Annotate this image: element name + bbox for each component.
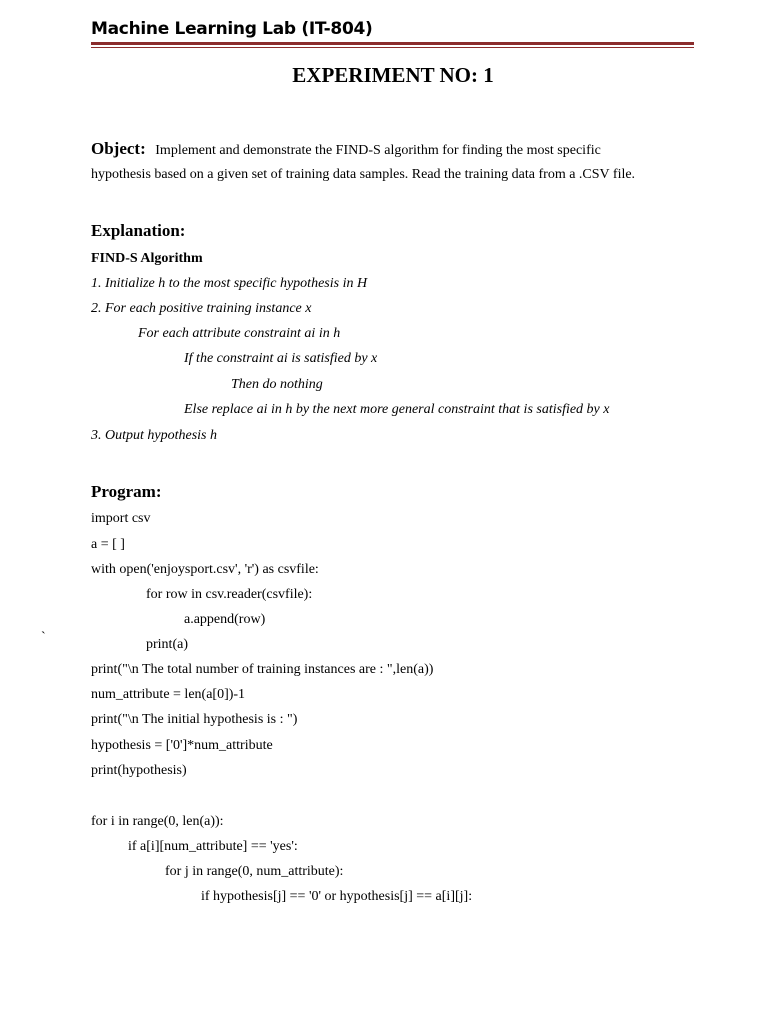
object-label: Object: — [91, 139, 146, 158]
algorithm-step: For each attribute constraint ai in h — [138, 326, 341, 341]
algorithm-title: FIND-S Algorithm — [91, 251, 203, 266]
stray-backtick-mark: ` — [41, 630, 46, 645]
code-line: num_attribute = len(a[0])-1 — [91, 687, 246, 702]
code-line: hypothesis = ['0']*num_attribute — [91, 738, 273, 753]
algorithm-step: 3. Output hypothesis h — [91, 428, 217, 443]
code-line: for i in range(0, len(a)): — [91, 814, 224, 829]
code-line: with open('enjoysport.csv', 'r') as csvfile: — [91, 562, 319, 577]
code-line: for row in csv.reader(csvfile): — [146, 587, 313, 602]
explanation-heading: Explanation: — [91, 221, 186, 240]
object-text-line-1: Implement and demonstrate the FIND-S algorithm for finding the most specific — [155, 143, 601, 158]
code-line: a.append(row) — [184, 612, 266, 627]
header-rule-thin — [91, 47, 694, 48]
code-line: print(a) — [146, 637, 188, 652]
experiment-title: EXPERIMENT NO: 1 — [292, 63, 494, 87]
code-line: for j in range(0, num_attribute): — [165, 864, 344, 879]
algorithm-step: If the constraint ai is satisfied by x — [184, 351, 378, 366]
algorithm-step: 1. Initialize h to the most specific hypothesis in H — [91, 276, 368, 291]
header-rule-thick — [91, 42, 694, 45]
code-line: a = [ ] — [91, 537, 125, 552]
code-line: print("\n The total number of training instances are : ",len(a)) — [91, 662, 434, 677]
algorithm-step: 2. For each positive training instance x — [91, 301, 312, 316]
code-line: if hypothesis[j] == '0' or hypothesis[j] == a[i][j]: — [201, 889, 473, 904]
code-line: if a[i][num_attribute] == 'yes': — [128, 839, 298, 854]
algorithm-step: Then do nothing — [231, 377, 323, 392]
code-line: print(hypothesis) — [91, 763, 187, 778]
program-heading: Program: — [91, 482, 162, 501]
code-line: print("\n The initial hypothesis is : ") — [91, 712, 298, 727]
algorithm-step: Else replace ai in h by the next more general constraint that is satisfied by x — [184, 402, 610, 417]
lab-header-title: Machine Learning Lab (IT-804) — [91, 19, 373, 39]
object-paragraph-line-1 — [91, 140, 601, 160]
object-text-line-2: hypothesis based on a given set of training data samples. Read the training data from a .CSV file. — [91, 167, 636, 182]
code-line: import csv — [91, 511, 151, 526]
